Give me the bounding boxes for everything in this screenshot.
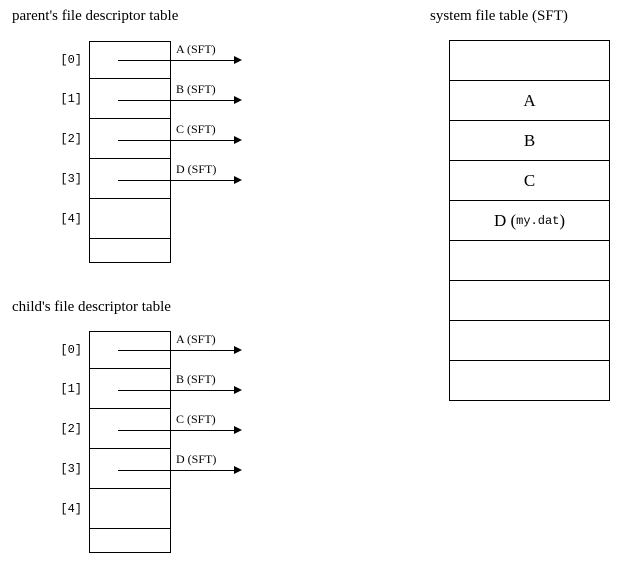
table-row xyxy=(450,81,609,121)
arrow-line-parent-0 xyxy=(174,60,236,61)
arrow-line-parent-1 xyxy=(174,100,236,101)
sft-cell-text: D ( xyxy=(493,210,517,230)
fd-index-label: [4] xyxy=(60,501,82,516)
pointer-line-child-0 xyxy=(118,350,174,351)
fd-index-label: [1] xyxy=(60,91,82,106)
arrow-line-child-0 xyxy=(174,350,236,351)
sft-cell-text: C xyxy=(523,170,536,190)
fd-index-label: [2] xyxy=(60,421,82,436)
sft-caption: system file table (SFT) xyxy=(430,8,568,24)
pointer-line-child-3 xyxy=(118,470,174,471)
table-row xyxy=(60,199,170,239)
table-row xyxy=(60,409,170,449)
sft-cell-text: B xyxy=(523,130,536,150)
pointer-line-parent-1 xyxy=(118,100,174,101)
arrow-head-parent-0 xyxy=(234,56,242,64)
pointer-line-parent-3 xyxy=(118,180,174,181)
fd-index-label: [1] xyxy=(60,381,82,396)
parent-fd-table xyxy=(60,41,171,263)
arrow-label-parent-2: C (SFT) xyxy=(176,122,216,136)
table-row xyxy=(450,361,609,401)
table-row xyxy=(450,41,609,81)
table-row xyxy=(450,201,609,241)
table-row xyxy=(60,449,170,489)
arrow-line-child-3 xyxy=(174,470,236,471)
arrow-label-parent-0: A (SFT) xyxy=(176,42,216,56)
pointer-line-parent-2 xyxy=(118,140,174,141)
arrow-head-parent-1 xyxy=(234,96,242,104)
table-row xyxy=(60,369,170,409)
arrow-head-child-2 xyxy=(234,426,242,434)
table-row xyxy=(450,121,609,161)
arrow-head-parent-3 xyxy=(234,176,242,184)
child-fd-table xyxy=(60,331,171,553)
arrow-label-child-0: A (SFT) xyxy=(176,332,216,346)
arrow-line-child-1 xyxy=(174,390,236,391)
fd-index-label: [3] xyxy=(60,171,82,186)
parent-fd-table-caption: parent's file descriptor table xyxy=(12,8,179,24)
child-fd-table-caption: child's file descriptor table xyxy=(12,299,171,315)
pointer-line-parent-0 xyxy=(118,60,174,61)
table-row xyxy=(450,281,609,321)
arrow-line-parent-2 xyxy=(174,140,236,141)
arrow-head-parent-2 xyxy=(234,136,242,144)
pointer-line-child-2 xyxy=(118,430,174,431)
arrow-head-child-1 xyxy=(234,386,242,394)
pointer-line-child-1 xyxy=(118,390,174,391)
fd-index-label: [0] xyxy=(60,343,82,357)
sft-cell-filename: my.dat xyxy=(516,213,560,228)
arrow-label-child-3: D (SFT) xyxy=(176,452,217,466)
sft-cell-tail: ) xyxy=(559,210,566,230)
table-row xyxy=(450,321,609,361)
arrow-label-parent-1: B (SFT) xyxy=(176,82,216,96)
arrow-head-child-3 xyxy=(234,466,242,474)
arrow-label-parent-3: D (SFT) xyxy=(176,162,217,176)
fd-index-label: [4] xyxy=(60,211,82,226)
table-row xyxy=(60,159,170,199)
arrow-label-child-2: C (SFT) xyxy=(176,412,216,426)
fd-index-label: [2] xyxy=(60,131,82,146)
table-row xyxy=(450,161,609,201)
table-row xyxy=(450,241,609,281)
arrow-line-child-2 xyxy=(174,430,236,431)
table-row xyxy=(60,489,170,529)
fd-index-label: [3] xyxy=(60,461,82,476)
arrow-label-child-1: B (SFT) xyxy=(176,372,216,386)
system-file-table xyxy=(449,40,610,401)
arrow-head-child-0 xyxy=(234,346,242,354)
table-row xyxy=(60,79,170,119)
table-row xyxy=(60,119,170,159)
fd-index-label: [0] xyxy=(60,53,82,67)
table-row xyxy=(90,529,170,552)
table-row xyxy=(90,239,170,262)
sft-cell-text: A xyxy=(523,90,536,110)
arrow-line-parent-3 xyxy=(174,180,236,181)
